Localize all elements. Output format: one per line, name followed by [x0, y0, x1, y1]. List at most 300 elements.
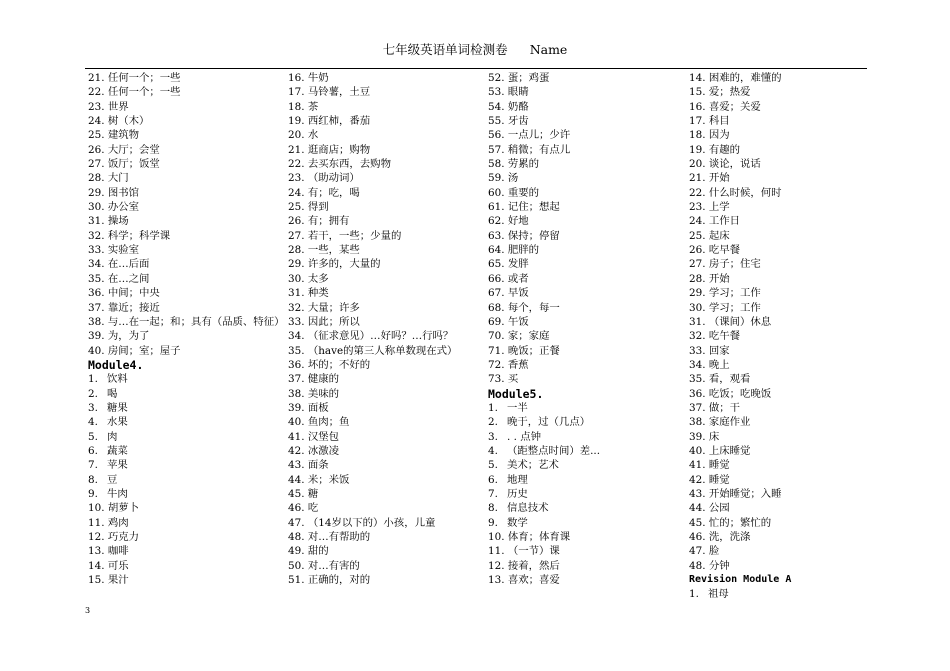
entry-text: 面条	[307, 459, 329, 472]
entry-text: 汉堡包	[307, 430, 340, 443]
word-entry	[488, 501, 688, 515]
entry-number: 33.	[288, 315, 305, 328]
entry-text: 喜爱；关爱	[708, 100, 761, 113]
word-entry	[488, 85, 688, 99]
entry-text: 在…后面	[107, 258, 150, 271]
entry-text: 发胖	[507, 258, 529, 271]
word-entry	[689, 229, 889, 243]
entry-number: 2.	[488, 416, 498, 429]
word-entry	[689, 344, 889, 358]
entry-text: 工作日	[708, 215, 741, 228]
word-entry	[88, 516, 288, 530]
entry-text: 好地	[507, 215, 529, 228]
entry-number: 34.	[88, 258, 105, 271]
entry-number: 56.	[488, 129, 505, 142]
entry-text: 回家	[708, 344, 730, 357]
word-entry	[689, 358, 889, 372]
word-entry	[88, 128, 288, 142]
entry-text: 科目	[708, 115, 730, 128]
word-entry	[288, 344, 488, 358]
entry-text: 奶酪	[507, 100, 529, 113]
word-entry	[88, 286, 288, 300]
word-entry	[288, 171, 488, 185]
entry-text: 数学	[507, 516, 528, 529]
entry-text: 为，为了	[107, 330, 150, 343]
entry-number: 30.	[288, 272, 305, 285]
word-entry	[689, 559, 889, 573]
entry-text: 床	[708, 430, 720, 443]
entry-number: 38.	[689, 416, 706, 429]
word-entry	[288, 516, 488, 530]
entry-text: 对…有帮助的	[307, 531, 371, 543]
entry-number: 23.	[88, 100, 105, 113]
entry-text: 每个，每一	[507, 301, 560, 314]
entry-number: 50.	[288, 559, 305, 572]
entry-text: 逛商店；购物	[307, 143, 371, 156]
word-entry	[689, 143, 889, 157]
entry-number: 32.	[88, 229, 105, 242]
word-entry	[288, 573, 488, 587]
entry-number: 53.	[488, 86, 505, 99]
word-entry	[488, 315, 688, 329]
entry-text: 地理	[507, 473, 528, 486]
word-entry	[288, 143, 488, 157]
word-entry	[88, 372, 288, 386]
word-entry	[88, 243, 288, 257]
entry-text: 糖	[307, 487, 319, 500]
entry-text: 晚于，过（几点）	[507, 416, 591, 429]
entry-number: 45.	[288, 487, 305, 500]
word-entry	[488, 401, 688, 415]
entry-number: 30.	[88, 201, 105, 214]
entry-number: 22.	[288, 158, 305, 171]
entry-number: 15.	[88, 574, 105, 587]
entry-text: 苹果	[107, 459, 128, 472]
word-entry	[689, 458, 889, 472]
word-entry	[689, 315, 889, 329]
entry-number: 40.	[288, 416, 305, 429]
word-entry	[88, 501, 288, 515]
word-entry	[288, 358, 488, 372]
entry-number: 31.	[288, 287, 305, 300]
entry-number: 24.	[288, 186, 305, 199]
word-entry	[88, 157, 288, 171]
entry-number: 39.	[689, 430, 706, 443]
word-entry	[689, 301, 889, 315]
entry-text: 牛奶	[307, 72, 329, 84]
entry-text: 买	[507, 373, 519, 386]
entry-text: 一点儿；少许	[507, 129, 571, 142]
entry-number: 39.	[288, 401, 305, 414]
entry-number: 31.	[689, 315, 706, 328]
entry-text: 眼睛	[507, 86, 529, 99]
entry-number: 34.	[288, 330, 305, 343]
word-entry	[288, 214, 488, 228]
entry-number: 3.	[488, 430, 498, 443]
word-entry	[288, 487, 488, 501]
entry-number: 11.	[88, 516, 105, 529]
entry-text: 有；拥有	[307, 215, 350, 228]
entry-number: 26.	[288, 215, 305, 228]
word-entry	[689, 530, 889, 544]
entry-number: 9.	[488, 516, 498, 529]
word-entry	[488, 272, 688, 286]
word-entry	[288, 71, 488, 85]
entry-text: 洗，洗涤	[708, 531, 751, 543]
entry-text: 糖果	[107, 401, 128, 414]
entry-number: 13.	[488, 574, 505, 587]
word-entry	[488, 430, 688, 444]
entry-number: 21.	[88, 72, 105, 84]
page-number: 3	[85, 606, 91, 615]
word-entry	[288, 186, 488, 200]
word-entry	[488, 329, 688, 343]
entry-text: 看，观看	[708, 373, 751, 386]
entry-text: 建筑物	[107, 129, 140, 142]
entry-text: 牛肉	[107, 487, 128, 500]
word-entry	[288, 128, 488, 142]
entry-text: 任何一个；一些	[107, 72, 181, 84]
word-column-3	[488, 71, 688, 587]
entry-number: 22.	[88, 86, 105, 99]
word-entry	[488, 573, 688, 587]
entry-number: 60.	[488, 186, 505, 199]
word-entry	[288, 430, 488, 444]
word-entry	[689, 157, 889, 171]
entry-number: 40.	[689, 444, 706, 457]
entry-number: 41.	[288, 430, 305, 443]
entry-text: 牙齿	[507, 115, 529, 128]
entry-text: 开始睡觉；入睡	[708, 487, 782, 500]
entry-number: 44.	[288, 473, 305, 486]
entry-text: 水果	[107, 416, 128, 429]
entry-text: 冰激凌	[307, 444, 340, 457]
entry-number: 9.	[88, 487, 98, 500]
entry-text: 午饭	[507, 315, 529, 328]
entry-number: 25.	[288, 201, 305, 214]
word-entry	[689, 186, 889, 200]
word-entry	[88, 329, 288, 343]
entry-number: 6.	[488, 473, 498, 486]
word-entry	[689, 487, 889, 501]
entry-number: 18.	[689, 129, 706, 142]
entry-text: 房子；住宅	[708, 258, 761, 271]
word-entry	[288, 301, 488, 315]
word-entry	[288, 372, 488, 386]
word-entry	[488, 372, 688, 386]
word-entry	[88, 530, 288, 544]
entry-text: 操场	[107, 215, 129, 228]
word-entry	[488, 243, 688, 257]
entry-number: 43.	[689, 487, 706, 500]
word-entry	[488, 444, 688, 458]
entry-number: 28.	[88, 172, 105, 185]
entry-text: 茶	[307, 100, 319, 113]
word-entry	[88, 344, 288, 358]
word-column-2	[288, 71, 488, 587]
entry-number: 57.	[488, 143, 505, 156]
entry-text: 饮料	[107, 373, 128, 386]
word-entry	[88, 458, 288, 472]
entry-number: 48.	[689, 559, 706, 572]
entry-number: 39.	[88, 330, 105, 343]
word-entry	[488, 100, 688, 114]
word-entry	[689, 473, 889, 487]
page-title: 七年级英语单词检测卷	[382, 42, 508, 57]
word-entry	[88, 415, 288, 429]
entry-number: 33.	[88, 244, 105, 257]
entry-number: 1.	[88, 373, 98, 386]
word-entry	[88, 100, 288, 114]
word-entry	[689, 243, 889, 257]
entry-number: 25.	[88, 129, 105, 142]
entry-number: 26.	[88, 143, 105, 156]
word-entry	[689, 516, 889, 530]
word-entry	[488, 157, 688, 171]
entry-number: 45.	[689, 516, 706, 529]
entry-text: 分钟	[708, 559, 730, 572]
entry-text: 做；干	[708, 401, 741, 414]
entry-text: 有趣的	[708, 143, 741, 156]
word-entry	[88, 473, 288, 487]
entry-text: 坏的；不好的	[307, 358, 371, 371]
entry-text: 劳累的	[507, 158, 540, 171]
entry-number: 11.	[488, 545, 505, 558]
entry-text: 重要的	[507, 186, 540, 199]
entry-text: （征求意见）…好吗？…行吗？	[307, 330, 454, 343]
entry-text: 大量；许多	[307, 301, 360, 314]
entry-number: 23.	[689, 201, 706, 214]
word-entry	[488, 544, 688, 558]
word-entry	[88, 143, 288, 157]
word-entry	[689, 272, 889, 286]
entry-number: 43.	[288, 459, 305, 472]
word-entry	[689, 415, 889, 429]
entry-text: 一些，某些	[307, 244, 360, 257]
word-entry	[488, 114, 688, 128]
entry-text: 一半	[507, 401, 528, 414]
entry-text: 体育；体育课	[507, 531, 571, 543]
word-entry	[488, 516, 688, 530]
entry-text: 爱；热爱	[708, 86, 751, 99]
entry-text: 科学；科学课	[107, 229, 171, 242]
word-entry	[689, 286, 889, 300]
word-entry	[288, 85, 488, 99]
word-entry	[288, 458, 488, 472]
entry-number: 36.	[88, 287, 105, 300]
entry-number: 48.	[288, 531, 305, 543]
entry-text: 香蕉	[507, 358, 529, 371]
word-entry	[88, 272, 288, 286]
word-entry	[288, 243, 488, 257]
word-entry	[288, 544, 488, 558]
word-entry	[689, 71, 889, 85]
entry-text: 饭厅；饭堂	[107, 158, 160, 171]
entry-number: 12.	[488, 559, 505, 572]
name-label: Name	[529, 42, 568, 57]
word-entry	[288, 229, 488, 243]
entry-number: 36.	[288, 358, 305, 371]
word-entry	[689, 171, 889, 185]
word-entry	[288, 387, 488, 401]
entry-text: 学习；工作	[708, 287, 761, 300]
entry-text: （have的第三人称单数现在式）	[307, 344, 458, 357]
entry-text: 起床	[708, 229, 730, 242]
entry-number: 42.	[288, 444, 305, 457]
entry-number: 36.	[689, 387, 706, 400]
entry-number: 7.	[88, 459, 98, 472]
entry-number: 8.	[88, 473, 98, 486]
entry-number: 5.	[88, 430, 98, 443]
word-entry	[88, 315, 288, 329]
entry-number: 70.	[488, 330, 505, 343]
word-entry	[88, 430, 288, 444]
entry-number: 69.	[488, 315, 505, 328]
entry-number: 4.	[88, 416, 98, 429]
entry-text: 喝	[107, 387, 118, 400]
entry-text: 巧克力	[107, 531, 140, 543]
entry-text: 睡觉	[708, 459, 730, 472]
entry-text: 实验室	[107, 244, 140, 257]
word-entry	[488, 229, 688, 243]
entry-text: 吃早餐	[708, 244, 741, 257]
entry-text: 大门	[107, 172, 129, 185]
entry-number: 58.	[488, 158, 505, 171]
entry-number: 10.	[488, 531, 505, 543]
header-rule	[85, 68, 867, 69]
entry-text: 汤	[507, 172, 519, 185]
entry-number: 37.	[88, 301, 105, 314]
entry-text: 马铃薯，土豆	[307, 86, 371, 99]
word-entry	[88, 401, 288, 415]
word-entry	[288, 272, 488, 286]
entry-number: 2.	[88, 387, 98, 400]
word-column-4	[689, 71, 889, 602]
entry-text: 豆	[107, 473, 118, 486]
entry-number: 52.	[488, 72, 505, 84]
word-entry	[689, 387, 889, 401]
word-entry	[488, 214, 688, 228]
entry-number: 35.	[689, 373, 706, 386]
entry-text: 咖啡	[107, 545, 129, 558]
word-entry	[288, 157, 488, 171]
entry-number: 22.	[689, 186, 706, 199]
word-entry	[488, 71, 688, 85]
entry-number: 31.	[88, 215, 105, 228]
entry-text: 得到	[307, 201, 329, 214]
entry-text: 晚上	[708, 358, 730, 371]
word-entry	[88, 229, 288, 243]
entry-number: 61.	[488, 201, 505, 214]
word-entry	[88, 444, 288, 458]
entry-text: 任何一个；一些	[107, 86, 181, 99]
entry-text: 吃	[307, 502, 319, 515]
word-entry	[288, 559, 488, 573]
word-entry	[689, 128, 889, 142]
word-entry	[689, 587, 889, 601]
entry-text: 水	[307, 129, 319, 142]
word-entry	[288, 286, 488, 300]
word-entry	[689, 444, 889, 458]
entry-text: 接着，然后	[507, 559, 560, 572]
entry-number: 3.	[88, 401, 98, 414]
entry-number: 17.	[689, 115, 706, 128]
entry-number: 29.	[88, 186, 105, 199]
word-entry	[689, 430, 889, 444]
word-entry	[488, 530, 688, 544]
entry-text: 睡觉	[708, 473, 730, 486]
entry-text: 困难的，难懂的	[708, 72, 782, 84]
entry-number: 27.	[88, 158, 105, 171]
word-entry	[288, 444, 488, 458]
entry-text: 蛋；鸡蛋	[507, 72, 550, 84]
word-entry	[488, 143, 688, 157]
entry-number: 21.	[689, 172, 706, 185]
entry-text: 办公室	[107, 201, 140, 214]
word-entry	[689, 214, 889, 228]
entry-number: 18.	[288, 100, 305, 113]
entry-text: 祖母	[708, 588, 729, 601]
word-entry	[488, 128, 688, 142]
entry-number: 8.	[488, 502, 498, 515]
entry-number: 38.	[88, 315, 105, 328]
entry-text: 什么时候，何时	[708, 186, 782, 199]
word-entry	[288, 100, 488, 114]
entry-text: 信息技术	[507, 502, 549, 515]
entry-number: 1.	[488, 401, 498, 414]
entry-text: 西红柿，番茄	[307, 115, 371, 128]
word-column-1	[88, 71, 288, 587]
entry-number: 46.	[689, 531, 706, 543]
word-entry	[288, 200, 488, 214]
entry-number: 65.	[488, 258, 505, 271]
entry-number: 25.	[689, 229, 706, 242]
entry-number: 32.	[288, 301, 305, 314]
word-entry	[88, 171, 288, 185]
entry-number: 41.	[689, 459, 706, 472]
entry-number: 19.	[689, 143, 706, 156]
word-entry	[88, 71, 288, 85]
entry-number: 24.	[88, 115, 105, 128]
entry-number: 35.	[288, 344, 305, 357]
entry-text: 蔬菜	[107, 444, 128, 457]
word-entry	[288, 315, 488, 329]
entry-number: 21.	[288, 143, 305, 156]
entry-number: 29.	[288, 258, 305, 271]
entry-number: 54.	[488, 100, 505, 113]
entry-number: 13.	[88, 545, 105, 558]
entry-text: 胡萝卜	[107, 502, 140, 515]
entry-text: 吃饭；吃晚饭	[708, 387, 772, 400]
entry-text: 因此；所以	[307, 315, 360, 328]
word-entry	[88, 387, 288, 401]
entry-text: 树（木）	[107, 115, 150, 128]
section-heading: Module5.	[488, 386, 544, 401]
entry-text: 家庭作业	[708, 416, 751, 429]
entry-text: 上学	[708, 201, 730, 214]
entry-text: 家；家庭	[507, 330, 550, 343]
word-entry	[488, 487, 688, 501]
entry-number: 42.	[689, 473, 706, 486]
word-entry	[488, 415, 688, 429]
entry-text: 若干，一些；少量的	[307, 229, 402, 242]
word-entry	[288, 114, 488, 128]
section-heading: Module4.	[88, 357, 144, 372]
entry-number: 32.	[689, 330, 706, 343]
word-entry	[88, 200, 288, 214]
word-entry	[88, 114, 288, 128]
entry-text: 谈论，说话	[708, 158, 761, 171]
